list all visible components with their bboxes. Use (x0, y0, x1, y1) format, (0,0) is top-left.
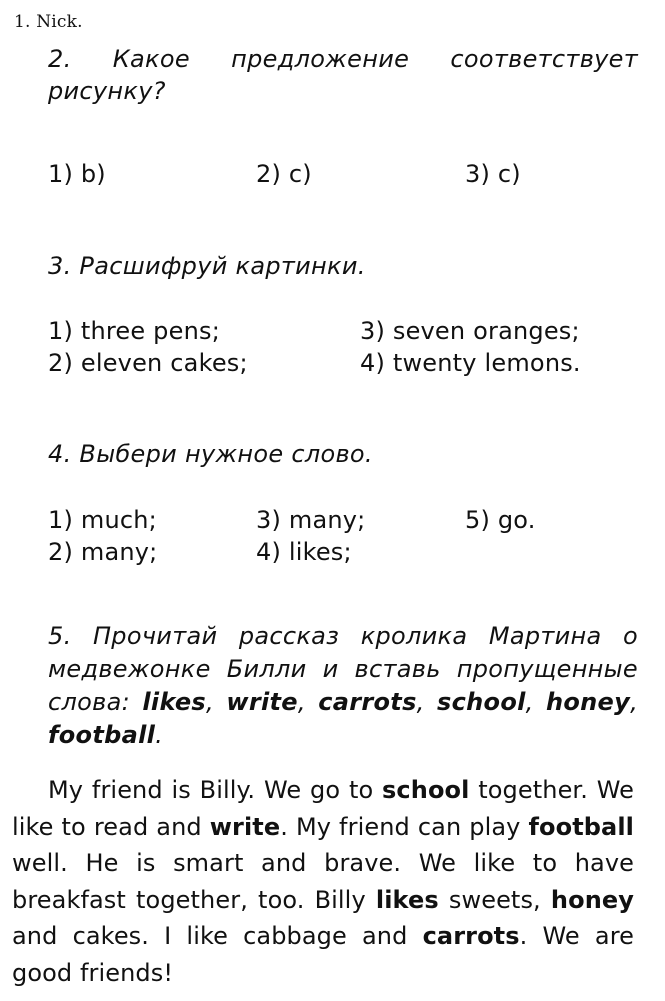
story-text: My friend is Billy. We go to (48, 776, 383, 804)
q4-answer-4: 4) likes; (256, 538, 352, 566)
q2-answer-1: 1) b) (48, 160, 106, 188)
q3-answer-4: 4) twenty lemons. (360, 349, 581, 377)
story-word-football: football (528, 812, 635, 841)
item-1-answer: 1. Nick. (14, 12, 83, 32)
story-word-likes: likes (375, 885, 439, 914)
q4-answer-5: 5) go. (465, 506, 536, 534)
story-text: sweets, (438, 885, 551, 914)
story-text: well. He is smart and brave. We like to have breakfast together, too. Billy (12, 849, 634, 914)
question-5-title: 5. Прочитай рассказ кролика Мартина о медвежонке Билли и вставь пропущенные слова: likes, write, carrots, school, honey, football. (48, 622, 639, 749)
q5-word-1: likes (142, 688, 207, 716)
q4-answer-2: 2) many; (48, 538, 158, 566)
story-text: . We are good friends! (12, 922, 634, 987)
story-text: . My friend can play (280, 812, 529, 841)
story-word-carrots: carrots (422, 922, 520, 950)
story-paragraph (12, 772, 634, 991)
q2-answer-3: 3) c) (465, 160, 521, 188)
question-3-title: 3. Расшифруй картинки. (48, 252, 366, 280)
story-word-write: write (209, 812, 281, 841)
question-2-title: 2. Какое предложение соответствует рисунку? (48, 45, 638, 105)
q5-intro: 5. Прочитай рассказ кролика Мартина о медвежонке Билли и вставь пропущенные слова: (48, 622, 638, 716)
q5-word-3: carrots (318, 688, 417, 716)
q4-answer-1: 1) much; (48, 506, 157, 534)
story-text: together. We like to read and (12, 776, 635, 841)
story-word-school: school (382, 776, 470, 804)
q5-word-6: football (48, 721, 156, 749)
story-word-honey: honey (550, 885, 635, 914)
q3-answer-2: 2) eleven cakes; (48, 349, 248, 377)
q3-answer-3: 3) seven oranges; (360, 317, 580, 345)
q2-answer-2: 2) c) (256, 160, 312, 188)
story-text: and cakes. I like cabbage and (12, 922, 423, 950)
q4-answer-3: 3) many; (256, 506, 366, 534)
q5-word-4: school (437, 688, 526, 716)
question-4-title: 4. Выбери нужное слово. (48, 440, 373, 468)
q3-answer-1: 1) three pens; (48, 317, 220, 345)
q5-word-5: honey (546, 688, 631, 716)
q5-word-2: write (226, 688, 298, 716)
